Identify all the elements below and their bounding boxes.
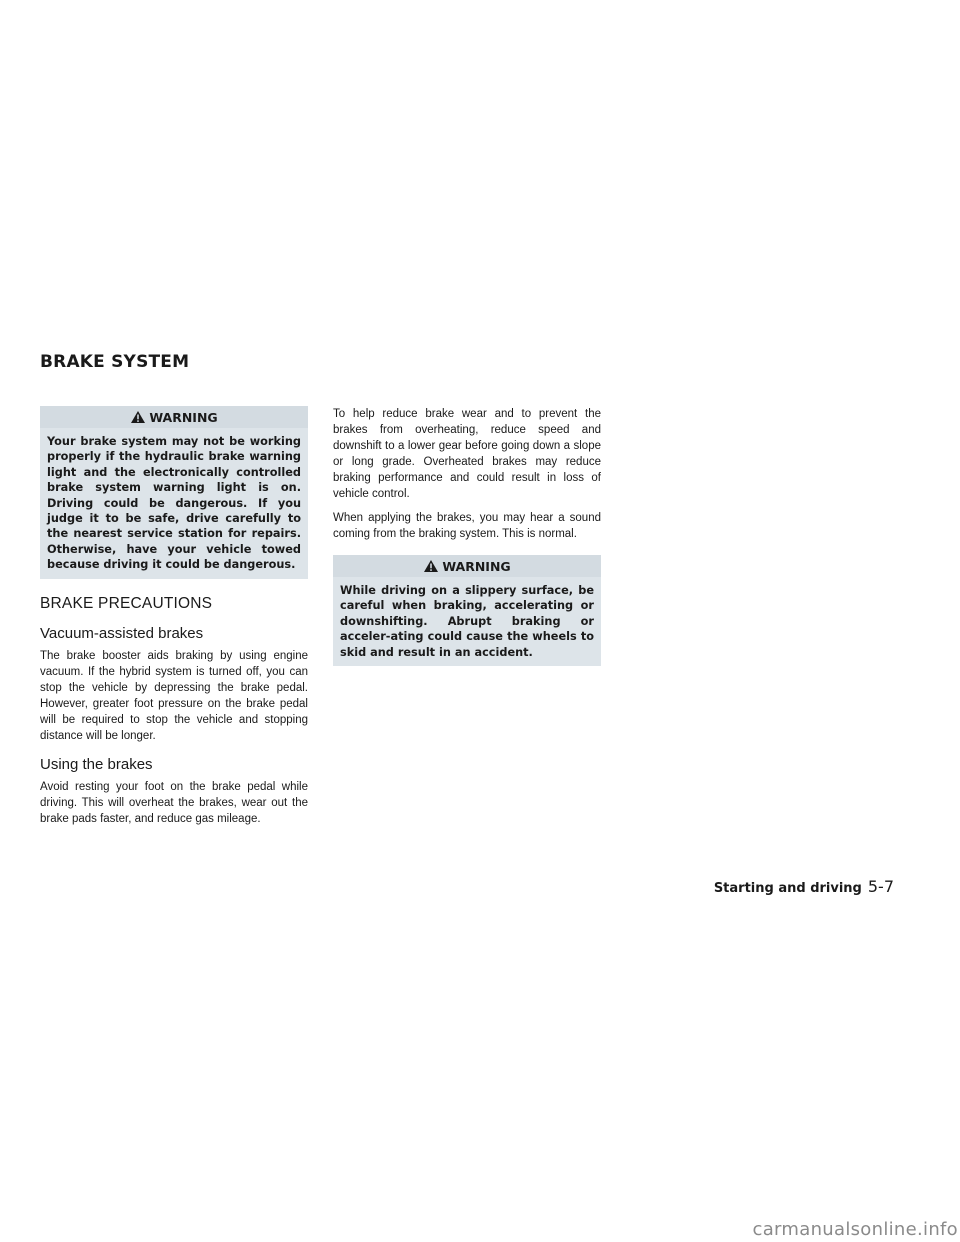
right-column: [333, 406, 601, 666]
heading-brake-precautions: BRAKE PRECAUTIONS: [40, 594, 213, 612]
paragraph-using-the-brakes: Avoid resting your foot on the brake pedal while driving. This will overheat the brakes, wear out the brake pads faster, and reduce gas mileage.: [40, 780, 308, 825]
warning-header: [333, 555, 601, 577]
paragraph-brake-sound: When applying the brakes, you may hear a sound coming from the braking system. This is normal.: [333, 512, 601, 540]
paragraph-vacuum-assisted-brakes: The brake booster aids braking by using engine vacuum. If the hybrid system is turned off, you can stop the vehicle by depressing the brake pedal. However, greater foot pressure on the brake pedal will be required to stop the vehicle and stopping distance will be longer.: [40, 649, 308, 742]
warning-box-slippery-surface: [333, 555, 601, 666]
warning-box-brake-system: [40, 406, 308, 579]
warning-label: WARNING: [149, 409, 218, 425]
subheading-using-the-brakes: Using the brakes: [40, 755, 153, 773]
warning-text: While driving on a slippery surface, be careful when braking, accelerating or downshifting. Abrupt braking or acceler-ating could cause the wheels to skid and result in an accident.: [340, 584, 594, 659]
warning-label: WARNING: [442, 558, 511, 574]
warning-triangle-icon: [130, 410, 146, 424]
page-footer: [714, 877, 894, 896]
warning-text: Your brake system may not be working properly if the hydraulic brake warning light and the electronically controlled brake system warning light is on. Driving could be dangerous. If you judge it to be safe, drive carefully to the nearest service station for repairs. Otherwise, have your vehicle towed because driving it could be dangerous.: [47, 435, 301, 572]
left-column: [40, 406, 308, 835]
footer-chapter: Starting and driving: [713, 881, 862, 896]
subheading-vacuum-assisted-brakes: Vacuum-assisted brakes: [40, 624, 204, 642]
paragraph-brake-wear: To help reduce brake wear and to prevent the brakes from overheating, reduce speed and downshift to a lower gear before going down a slope or long grade. Overheated brakes may reduce braking performance and could result in loss of vehicle control.: [333, 408, 601, 500]
footer-page-number: 5-7: [867, 877, 894, 896]
warning-header: [40, 406, 308, 428]
warning-triangle-icon: [423, 559, 439, 573]
watermark: carmanualsonline.info: [752, 1219, 958, 1240]
section-title: BRAKE SYSTEM: [40, 352, 190, 372]
